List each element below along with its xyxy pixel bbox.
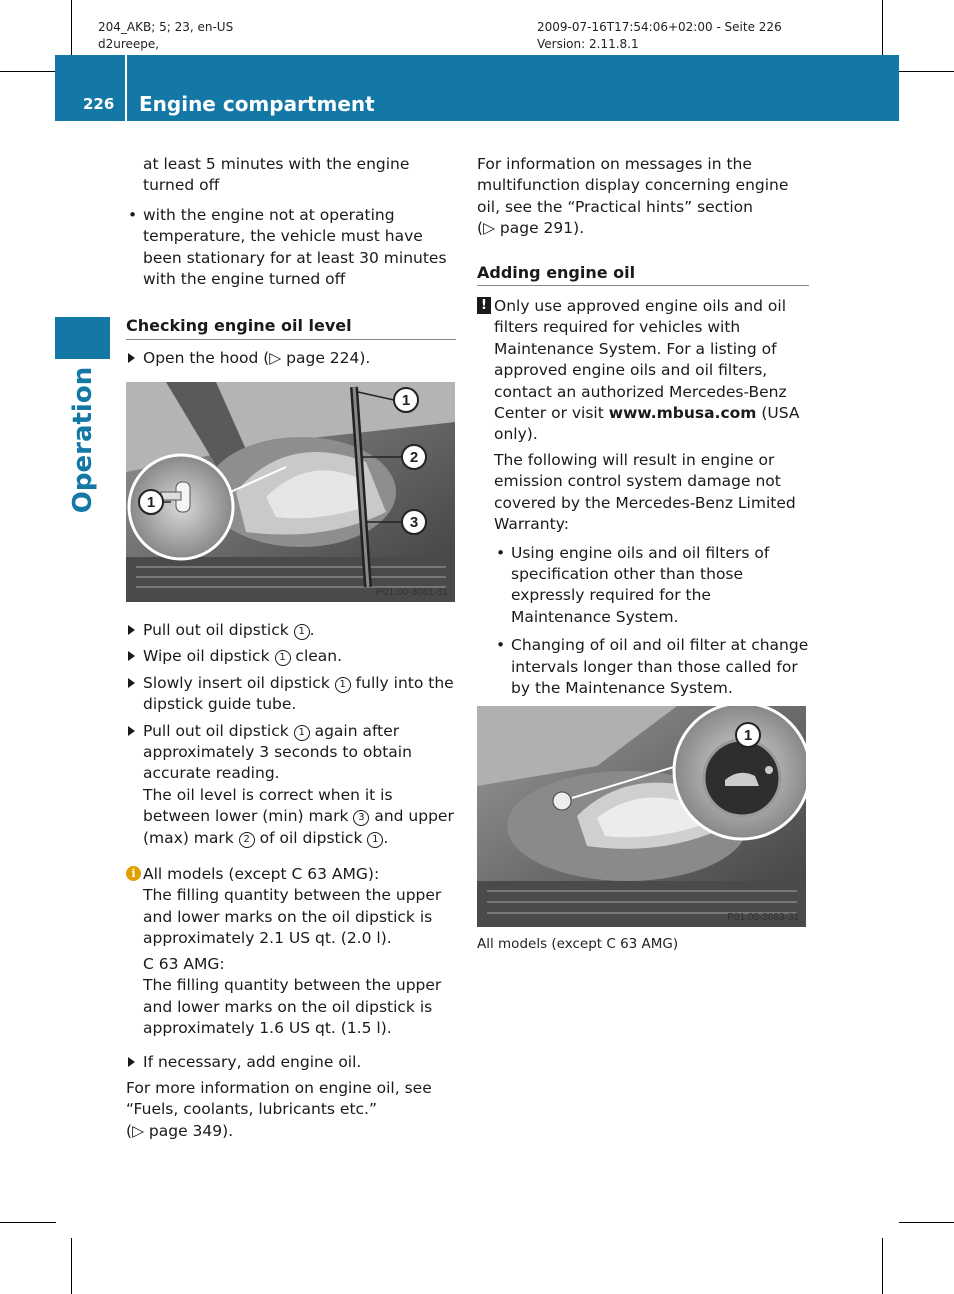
info-text: The filling quantity between the upper and lower marks on the oil dipstick is approximately 2.1 US qt. (2.0 l). [143,886,442,948]
callout-ref: 1 [294,624,310,640]
info-icon: i [126,866,141,881]
print-meta-right [537,19,782,53]
body-text [477,154,809,240]
side-tab-marker [55,317,110,359]
callout-number: 1 [146,494,156,511]
warning-text-span: (USA only). [494,404,800,444]
figure-caption: All models (except C 63 AMG) [477,936,679,952]
side-tab-label: Operation [68,366,98,514]
meta-line: 204_AKB; 5; 23, en-US [98,20,234,34]
figure-code: P01.00-3081-31 [376,587,448,598]
body-text-span: ( [477,219,484,238]
section-heading: Adding engine oil [477,262,809,286]
body-text-span: ( [126,1121,133,1140]
callout-ref: 3 [353,810,369,826]
step-item [126,620,456,641]
bullet-mark: • [128,205,138,224]
step-text: If necessary, add engine oil. [143,1053,362,1072]
step-item [126,721,456,849]
info-text: All models (except C 63 AMG): [143,865,380,884]
bullet-mark: • [496,543,506,562]
step-arrow-icon [128,1052,135,1073]
step-arrow-icon [128,620,135,641]
list-item [494,543,809,629]
step-item [126,1052,456,1073]
list-item-text: Using engine oils and oil filters of specification other than those expressly required for the Maintenance System. [511,543,770,626]
callout-ref: 1 [294,725,310,741]
callout-ref: 2 [239,832,255,848]
crop-mark [0,1222,56,1223]
callout-number: 2 [409,449,419,466]
warning-text-span: Only use approved engine oils and oil filters required for vehicles with Maintenance System. For a listing of approved engine oils and oil filters, contact an authorized Mercedes-Benz Center or visit [494,297,787,423]
crop-mark [882,1238,883,1294]
meta-line: 2009-07-16T17:54:06+02:00 - Seite 226 [537,20,782,34]
step-text: fully into the dipstick guide tube. [143,673,454,714]
right-column-top [477,154,809,728]
step-item [126,646,456,667]
website-link[interactable]: www.mbusa.com [608,404,757,423]
step-text: Slowly insert oil dipstick [143,673,335,692]
list-item [126,205,456,291]
crop-mark [0,71,56,72]
print-meta-left [98,19,233,53]
figure-code: P01.00-3083-31 [727,912,799,923]
callout-ref: 1 [275,650,291,666]
step-text: Wipe oil dipstick [143,647,275,666]
crop-mark [71,1238,72,1294]
warning-note [477,296,809,728]
crop-mark [899,71,954,72]
warning-text: The following will result in engine or emission control system damage not covered by the Mercedes-Benz Limited Warranty: [494,450,796,534]
list-item-text: Changing of oil and oil filter at change intervals longer than those called for by the Maintenance System. [511,636,809,697]
info-text: C 63 AMG: [143,954,225,973]
crop-mark [882,0,883,56]
step-arrow-icon [128,646,135,667]
step-arrow-icon [128,673,135,694]
step-item [126,348,456,369]
callout-number: 1 [743,727,753,744]
bullet-mark: • [496,636,506,655]
chapter-header [55,55,899,121]
body-text-span: For more information on engine oil, see “Fuels, coolants, lubricants etc.” [126,1078,432,1119]
crop-mark [899,1222,954,1223]
step-text: Open the hood ( [143,348,270,367]
step-arrow-icon [128,348,135,369]
left-column-top [126,154,456,369]
step-text: and upper (max) mark [143,807,454,847]
callout-ref: 1 [335,677,351,693]
callout-number: 1 [401,392,411,409]
page-reference[interactable]: page 291). [499,219,585,238]
callout-ref: 1 [367,832,383,848]
step-text: The oil level is correct when it is between lower (min) mark [143,785,393,826]
step-text: Pull out oil dipstick [143,621,294,639]
section-title: Engine compartment [139,92,375,116]
step-text: again after approximately 3 seconds to obtain accurate reading. [143,721,412,783]
page-number: 226 [83,95,115,113]
meta-line: Version: 2.11.8.1 [537,37,639,51]
engine-dipstick-figure [126,382,455,602]
body-text [126,1078,456,1142]
list-item-text: with the engine not at operating temperature, the vehicle must have been stationary for at least 30 minutes with the engine turned off [143,205,447,289]
info-note [126,864,456,1039]
oil-filler-cap-illustration [477,706,806,927]
oil-filler-cap-figure [477,706,806,927]
step-text: . [383,828,389,847]
side-tab [55,366,110,514]
ref-triangle-icon: ▷ [132,1121,144,1140]
list-item [494,635,809,699]
step-text: of oil dipstick [254,828,368,847]
step-text: Pull out oil dipstick [143,721,294,740]
step-text: . [309,621,315,639]
page-reference[interactable]: page 349). [148,1121,234,1140]
info-text: The filling quantity between the upper and lower marks on the oil dipstick is approximately 1.6 US qt. (1.5 l). [143,976,442,1037]
page-reference[interactable]: page 224). [286,348,371,367]
step-arrow-icon [128,721,135,742]
section-heading: Checking engine oil level [126,315,456,339]
step-item [126,673,456,716]
continued-bullet-text: at least 5 minutes with the engine turned off [143,155,410,195]
callout-number: 3 [409,514,419,531]
step-text: clean. [290,647,343,666]
warning-icon: ! [477,297,491,314]
header-divider [125,55,127,121]
ref-triangle-icon: ▷ [483,219,495,238]
left-column-bottom [126,620,456,1142]
body-text-span: For information on messages in the multifunction display concerning engine oil, see the “Practical hints” section [477,155,789,216]
warning-text [494,296,809,446]
engine-dipstick-illustration [126,382,455,602]
meta-line: d2ureepe, [98,37,160,51]
ref-triangle-icon: ▷ [269,348,282,367]
crop-mark [71,0,72,56]
